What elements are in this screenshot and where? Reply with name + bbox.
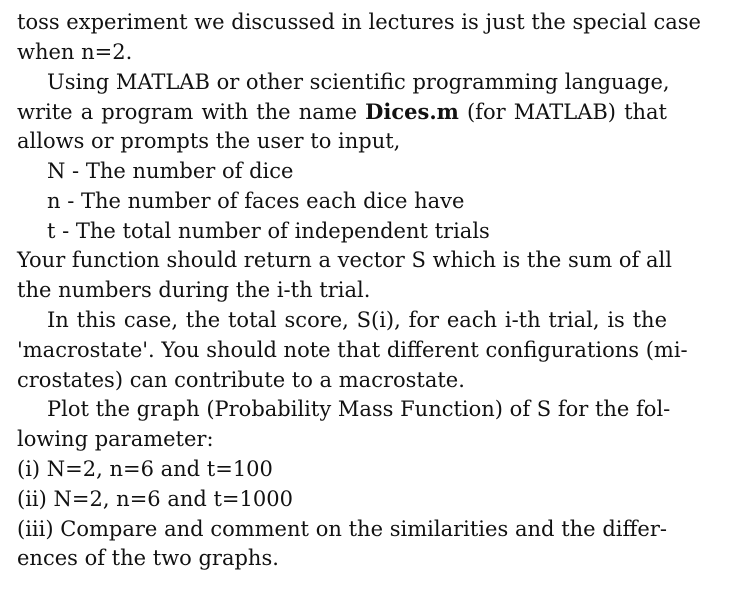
text-line (17, 97, 667, 127)
text-line: lowing parameter: (17, 427, 214, 452)
text-line: Using MATLAB or other scientific programming language, (47, 69, 670, 94)
parameter-item-ii: (ii) N=2, n=6 and t=1000 (17, 486, 293, 511)
input-item-N: N - The number of dice (47, 158, 294, 183)
input-item-n: n - The number of faces each dice have (47, 188, 465, 213)
text-line: In this case, the total score, S(i), for each i-th trial, is the (47, 307, 667, 332)
text-line: allows or prompts the user to input, (17, 129, 401, 154)
text-line: when n=2. (17, 39, 133, 64)
text-line: ences of the two graphs. (17, 546, 279, 571)
text-line: toss experiment we discussed in lectures is just the special case (17, 10, 701, 34)
text-span: write a program with the name (17, 100, 366, 125)
text-line: Your function should return a vector S which is the sum of all (17, 248, 672, 273)
text-line: 'macrostate'. You should note that different configurations (mi- (17, 337, 688, 362)
parameter-item-i: (i) N=2, n=6 and t=100 (17, 456, 273, 481)
document-body (17, 8, 701, 574)
text-line: the numbers during the i-th trial. (17, 278, 371, 303)
text-line: Plot the graph (Probability Mass Function) of S for the fol- (47, 397, 671, 422)
text-line: crostates) can contribute to a macrostate. (17, 367, 465, 392)
parameter-item-iii: (iii) Compare and comment on the similarities and the differ- (17, 516, 667, 541)
text-span: (for MATLAB) that (458, 100, 667, 125)
filename-bold: Dices.m (365, 99, 459, 125)
input-item-t: t - The total number of independent trials (47, 218, 490, 243)
